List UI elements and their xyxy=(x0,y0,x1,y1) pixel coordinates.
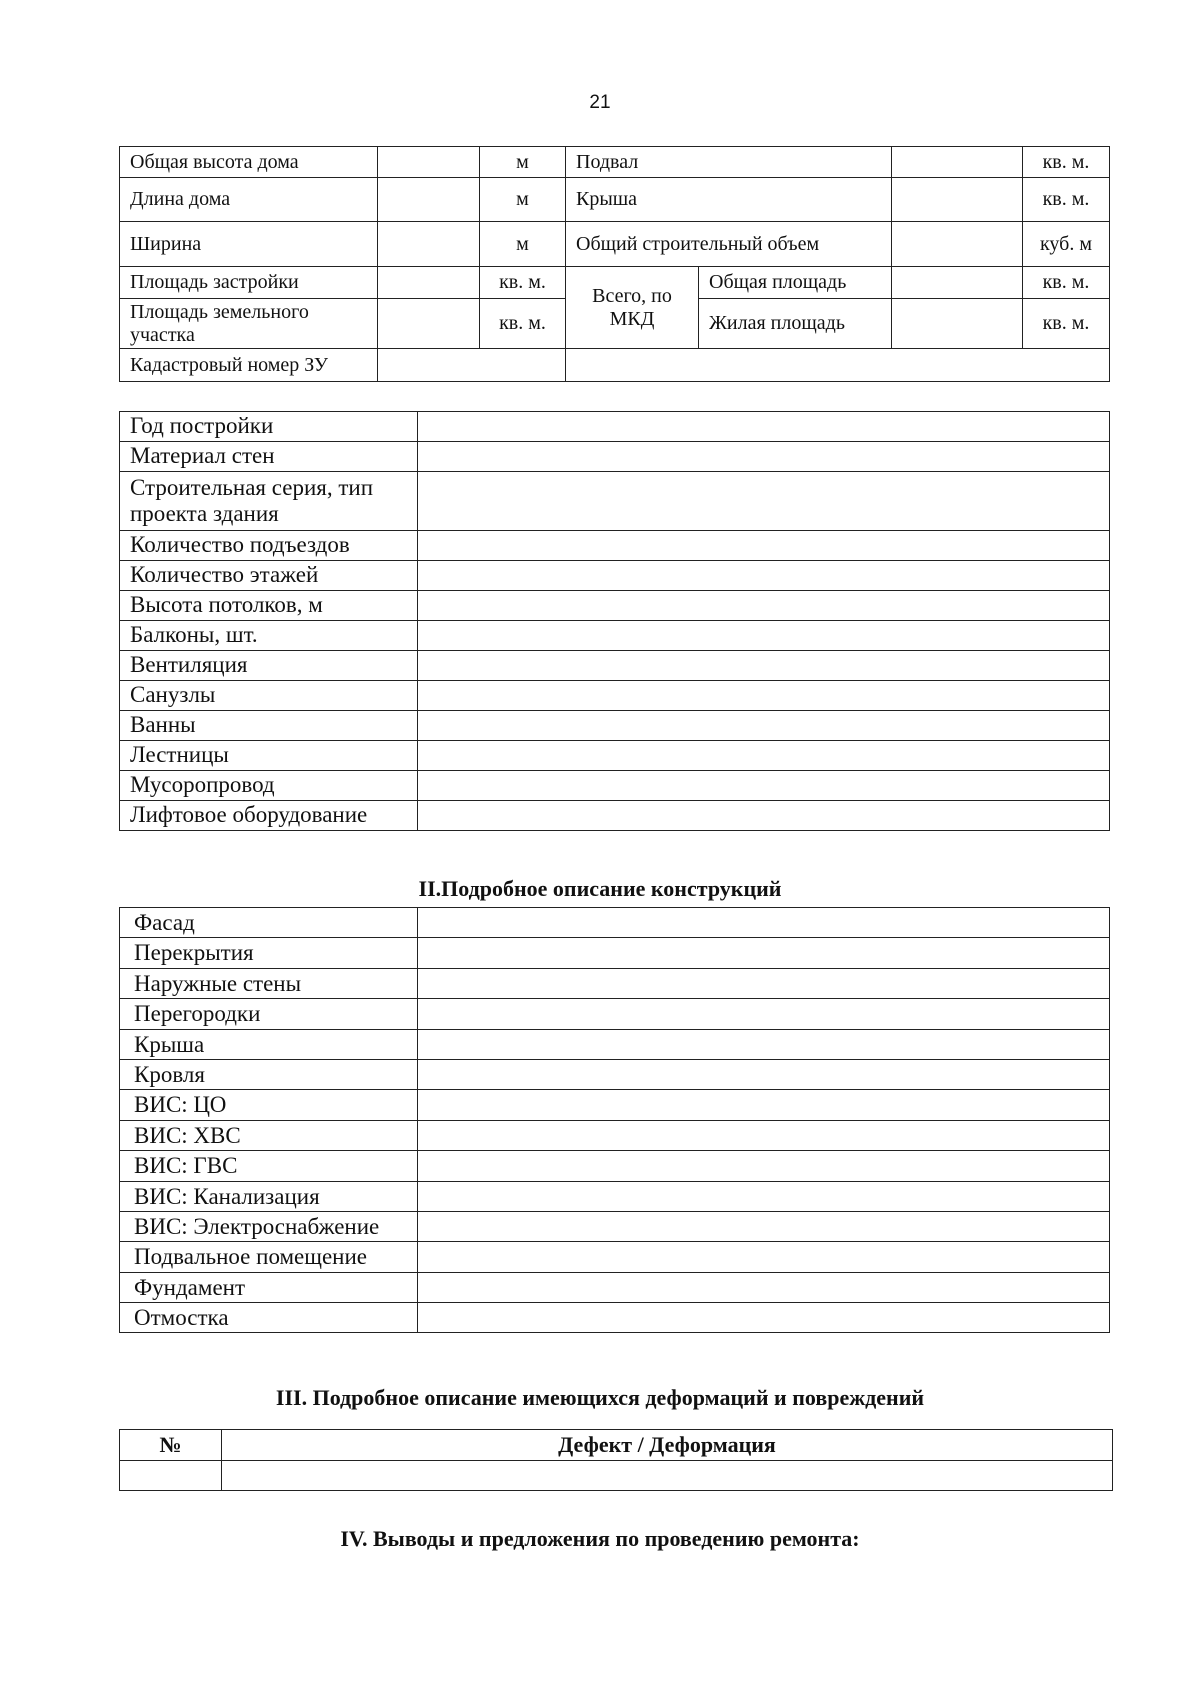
row-label: Высота потолков, м xyxy=(120,591,418,621)
row-value-cell[interactable] xyxy=(418,472,1110,531)
basement-label: Подвал xyxy=(566,147,892,178)
table-row xyxy=(120,591,1110,621)
table-row xyxy=(120,412,1110,442)
roof-value-cell[interactable] xyxy=(892,178,1023,222)
roof-label: Крыша xyxy=(566,178,892,222)
table-row xyxy=(120,938,1110,968)
width-value-cell[interactable] xyxy=(378,222,480,267)
living-area-value-cell[interactable] xyxy=(892,299,1023,349)
table-row xyxy=(120,681,1110,711)
length-value-cell[interactable] xyxy=(378,178,480,222)
row-value-cell[interactable] xyxy=(418,1120,1110,1150)
row-label: Количество этажей xyxy=(120,561,418,591)
row-label: Кровля xyxy=(120,1059,418,1089)
row-value-cell[interactable] xyxy=(418,1059,1110,1089)
row-value-cell[interactable] xyxy=(418,1303,1110,1333)
table-row xyxy=(120,1242,1110,1272)
table-row xyxy=(120,771,1110,801)
total-area-label: Общая площадь xyxy=(699,267,892,299)
table-row xyxy=(120,561,1110,591)
table-header-row xyxy=(120,1430,1113,1461)
roof-unit: кв. м. xyxy=(1023,178,1110,222)
row-label: Фасад xyxy=(120,908,418,938)
table-row xyxy=(120,999,1110,1029)
row-label: Мусоропровод xyxy=(120,771,418,801)
row-label: Санузлы xyxy=(120,681,418,711)
section-4-title: IV. Выводы и предложения по проведению ремонта: xyxy=(340,1526,860,1551)
table-row xyxy=(120,801,1110,831)
row-label: Отмостка xyxy=(120,1303,418,1333)
row-value-cell[interactable] xyxy=(418,938,1110,968)
cadastral-number-value-cell[interactable] xyxy=(378,349,566,382)
row-label: Наружные стены xyxy=(120,968,418,998)
land-area-unit: кв. м. xyxy=(480,299,566,349)
building-dimensions-table xyxy=(119,146,1110,382)
row-value-cell[interactable] xyxy=(418,651,1110,681)
row-label: Фундамент xyxy=(120,1272,418,1302)
width-unit: м xyxy=(480,222,566,267)
row-label: Год постройки xyxy=(120,412,418,442)
table-row xyxy=(120,267,1110,299)
table-row xyxy=(120,222,1110,267)
table-row xyxy=(120,349,1110,382)
row-label: ВИС: Канализация xyxy=(120,1181,418,1211)
length-label: Длина дома xyxy=(120,178,378,222)
row-value-cell[interactable] xyxy=(418,801,1110,831)
table-row xyxy=(120,1090,1110,1120)
row-label: Вентиляция xyxy=(120,651,418,681)
row-label: Перегородки xyxy=(120,999,418,1029)
basement-unit: кв. м. xyxy=(1023,147,1110,178)
table-row xyxy=(120,1120,1110,1150)
volume-label: Общий строительный объем xyxy=(566,222,892,267)
table-row xyxy=(120,1303,1110,1333)
row-label: Балконы, шт. xyxy=(120,621,418,651)
volume-value-cell[interactable] xyxy=(892,222,1023,267)
row-label: Количество подъездов xyxy=(120,531,418,561)
section-3-title: III. Подробное описание имеющихся деформаций и повреждений xyxy=(275,1385,925,1410)
row-label: Лестницы xyxy=(120,741,418,771)
row-value-cell[interactable] xyxy=(418,968,1110,998)
row-value-cell[interactable] xyxy=(418,741,1110,771)
number-column-header: № xyxy=(120,1430,222,1461)
table-row xyxy=(120,531,1110,561)
constructions-table xyxy=(119,907,1110,1333)
building-area-value-cell[interactable] xyxy=(378,267,480,299)
defects-table xyxy=(119,1429,1113,1491)
total-area-unit: кв. м. xyxy=(1023,267,1110,299)
row-label: ВИС: ХВС xyxy=(120,1120,418,1150)
row-label: Ванны xyxy=(120,711,418,741)
table-row xyxy=(120,741,1110,771)
cadastral-extra-cell[interactable] xyxy=(566,349,1110,382)
row-value-cell[interactable] xyxy=(418,442,1110,472)
table-row xyxy=(120,178,1110,222)
row-value-cell[interactable] xyxy=(418,1211,1110,1241)
row-value-cell[interactable] xyxy=(418,711,1110,741)
row-label: Крыша xyxy=(120,1029,418,1059)
building-characteristics-table xyxy=(119,411,1110,831)
row-label: Подвальное помещение xyxy=(120,1242,418,1272)
row-label: Лифтовое оборудование xyxy=(120,801,418,831)
row-label: ВИС: Электроснабжение xyxy=(120,1211,418,1241)
length-unit: м xyxy=(480,178,566,222)
table-row xyxy=(120,711,1110,741)
table-row xyxy=(120,1272,1110,1302)
total-height-label: Общая высота дома xyxy=(120,147,378,178)
row-value-cell[interactable] xyxy=(418,561,1110,591)
row-value-cell[interactable] xyxy=(418,531,1110,561)
width-label: Ширина xyxy=(120,222,378,267)
defect-column-header: Дефект / Деформация xyxy=(222,1430,1113,1461)
cadastral-number-label: Кадастровый номер ЗУ xyxy=(120,349,378,382)
building-area-label: Площадь застройки xyxy=(120,267,378,299)
table-row xyxy=(120,1151,1110,1181)
row-value-cell[interactable] xyxy=(418,771,1110,801)
row-label: ВИС: ЦО xyxy=(120,1090,418,1120)
table-row xyxy=(120,1211,1110,1241)
table-row xyxy=(120,621,1110,651)
table-row xyxy=(120,1029,1110,1059)
row-value-cell[interactable] xyxy=(418,1151,1110,1181)
row-label: Перекрытия xyxy=(120,938,418,968)
basement-value-cell[interactable] xyxy=(892,147,1023,178)
row-value-cell[interactable] xyxy=(418,1029,1110,1059)
living-area-label: Жилая площадь xyxy=(699,299,892,349)
number-cell[interactable] xyxy=(120,1461,222,1491)
row-value-cell[interactable] xyxy=(418,1181,1110,1211)
living-area-unit: кв. м. xyxy=(1023,299,1110,349)
table-row xyxy=(120,442,1110,472)
volume-unit: куб. м xyxy=(1023,222,1110,267)
row-value-cell[interactable] xyxy=(418,621,1110,651)
building-area-unit: кв. м. xyxy=(480,267,566,299)
row-value-cell[interactable] xyxy=(418,1242,1110,1272)
table-row xyxy=(120,968,1110,998)
table-row xyxy=(120,1461,1113,1491)
table-row xyxy=(120,147,1110,178)
row-value-cell[interactable] xyxy=(418,681,1110,711)
table-row xyxy=(120,651,1110,681)
land-area-value-cell[interactable] xyxy=(378,299,480,349)
row-label: ВИС: ГВС xyxy=(120,1151,418,1181)
total-height-value-cell[interactable] xyxy=(378,147,480,178)
table-row xyxy=(120,1059,1110,1089)
total-height-unit: м xyxy=(480,147,566,178)
section-2-title: II.Подробное описание конструкций xyxy=(418,876,782,901)
total-area-value-cell[interactable] xyxy=(892,267,1023,299)
row-value-cell[interactable] xyxy=(418,412,1110,442)
defect-cell[interactable] xyxy=(222,1461,1113,1491)
row-value-cell[interactable] xyxy=(418,999,1110,1029)
table-row xyxy=(120,1181,1110,1211)
row-label: Материал стен xyxy=(120,442,418,472)
page-number: 21 xyxy=(589,92,611,113)
row-value-cell[interactable] xyxy=(418,591,1110,621)
row-label: Строительная серия, тип проекта здания xyxy=(120,472,418,531)
table-row xyxy=(120,908,1110,938)
land-area-label: Площадь земельного участка xyxy=(120,299,378,349)
table-row xyxy=(120,472,1110,531)
row-value-cell[interactable] xyxy=(418,1090,1110,1120)
row-value-cell[interactable] xyxy=(418,908,1110,938)
total-mkd-label: Всего, по МКД xyxy=(566,267,699,349)
row-value-cell[interactable] xyxy=(418,1272,1110,1302)
